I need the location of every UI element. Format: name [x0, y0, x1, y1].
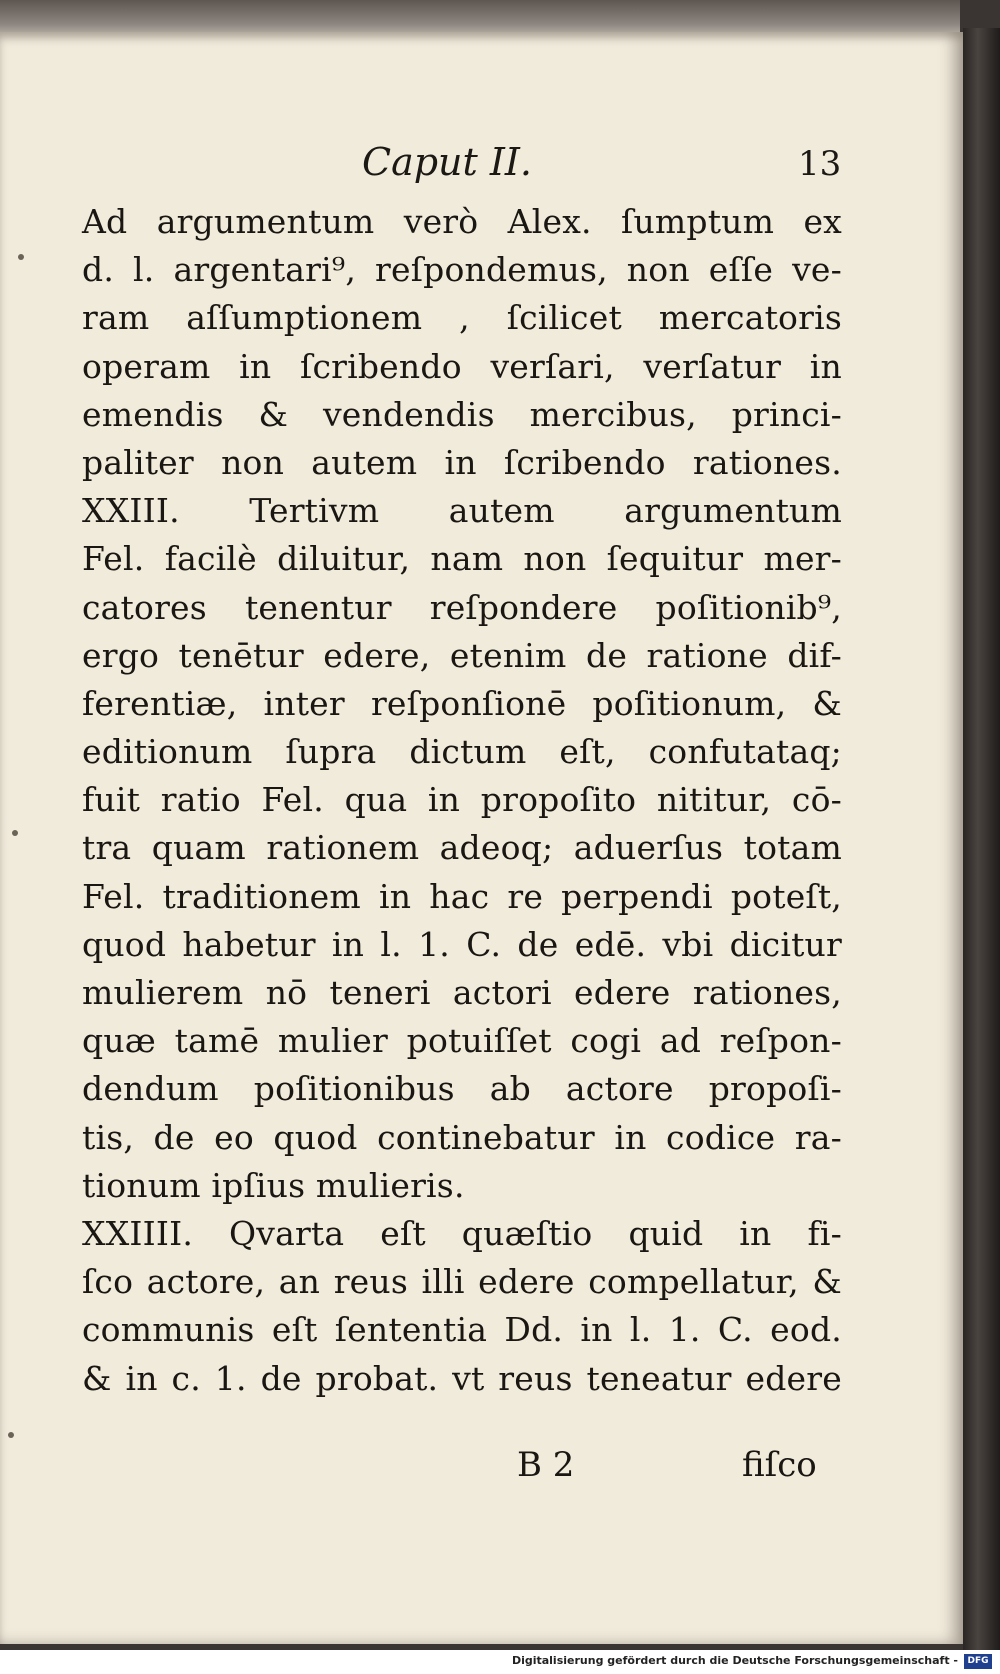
text-line: Ad argumentum verò Alex. ſumptum ex [82, 202, 842, 241]
text-line: communis eſt ſententia Dd. in l. 1. C. eod. [82, 1310, 842, 1350]
text-line: fuit ratio Fel. qua in propoſito nititur, cō- [82, 780, 842, 820]
text-line: XXIIII. Qvarta eſt quæſtio quid in fi- [82, 1213, 842, 1253]
text-line: ergo tenētur edere, etenim de ratione dif- [82, 635, 842, 675]
margin-mark [8, 1432, 14, 1438]
funding-credit: Digitalisierung gefördert durch die Deutsche Forschungsgemeinschaft - [511, 1654, 958, 1667]
text-line: mulierem nō teneri actori edere rationes, [82, 973, 842, 1012]
text-line: operam in ſcribendo verſari, verſatur in [82, 346, 842, 386]
text-line: ram aſſumptionem , ſcilicet mercatoris [82, 298, 842, 338]
text-line: quæ tamē mulier potuiſſet cogi ad reſpon- [82, 1021, 842, 1061]
text-line: dendum poſitionibus ab actore propoſi- [82, 1069, 842, 1109]
text-line: Fel. traditionem in hac re perpendi poteſt, [82, 876, 842, 916]
book-right-edge [963, 28, 1000, 1650]
text-line: editionum ſupra dictum eſt, confutataq; [82, 732, 842, 772]
text-line: ſco actore, an reus illi edere compellatur, & [82, 1262, 842, 1302]
digitization-footer [0, 1650, 1000, 1674]
margin-mark [18, 254, 24, 260]
dfg-logo: DFG [964, 1654, 992, 1669]
text-line: emendis & vendendis mercibus, princi- [82, 394, 842, 434]
signature-mark: B 2 [517, 1445, 575, 1485]
text-line: quod habetur in l. 1. C. de edē. vbi dicitur [82, 924, 842, 964]
text-line: catores tenentur reſpondere poſitionib⁹, [82, 587, 842, 627]
text-line: & in c. 1. de probat. vt reus teneatur edere [82, 1358, 842, 1398]
text-line: tis, de eo quod continebatur in codice ra- [82, 1117, 842, 1157]
text-line: paliter non autem in ſcribendo rationes. [82, 442, 842, 482]
text-line: tra quam rationem adeoq; aduerſus totam [82, 828, 842, 868]
text-line: ferentiæ, inter reſponſionē poſitionum, & [82, 683, 842, 723]
margin-mark [12, 830, 18, 836]
page-number: 13 [798, 144, 842, 184]
catchline [0, 1445, 963, 1495]
catchword: fiſco [742, 1445, 817, 1485]
chapter-heading: Caput II. [362, 140, 532, 184]
text-line: tionum ipſius mulieris. [82, 1165, 465, 1205]
body-text [82, 198, 842, 1403]
running-head [0, 140, 963, 200]
text-line: Fel. facilè diluitur, nam non ſequitur mer- [82, 539, 842, 579]
text-line: d. l. argentari⁹, reſpondemus, non eſſe ve- [82, 250, 842, 290]
text-line: XXIII. Tertivm autem argumentum [82, 491, 842, 531]
